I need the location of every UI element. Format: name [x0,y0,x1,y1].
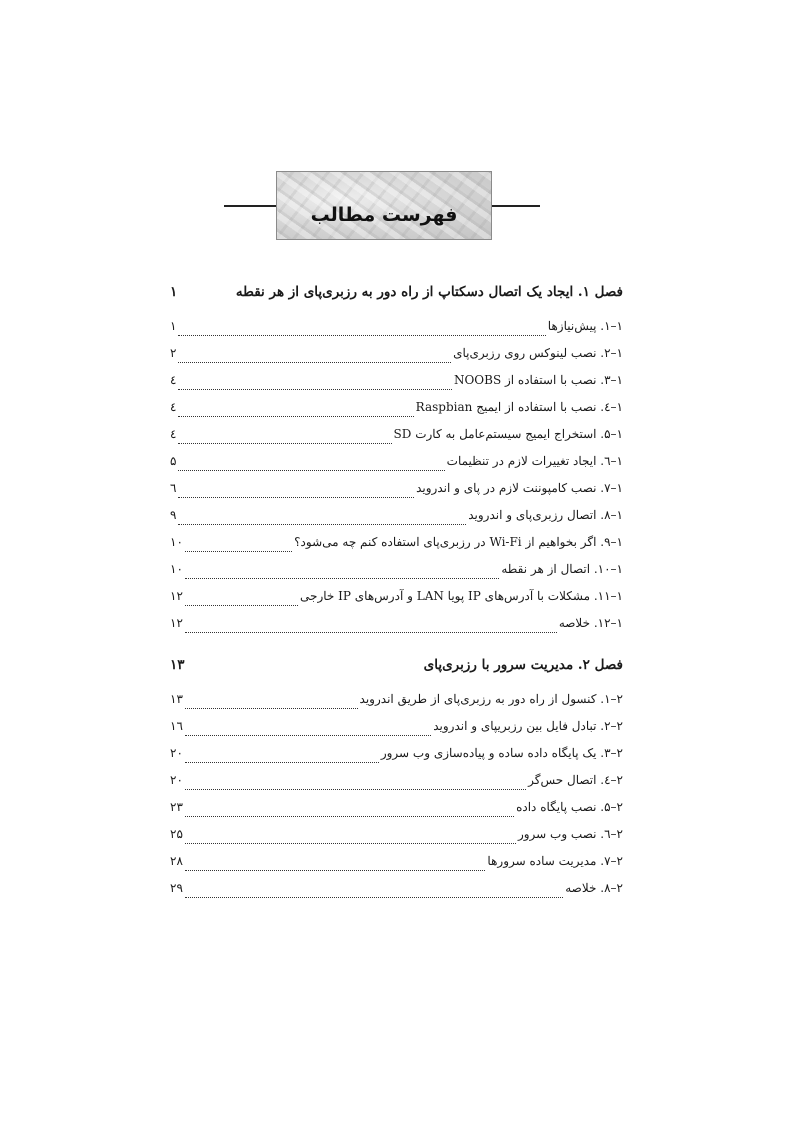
toc-entry[interactable] [170,616,623,643]
toc-entry[interactable] [170,535,623,562]
entry-title: ۱–۵. استخراج ایمیج سیستم‌عامل به کارت SD [393,427,623,441]
chapter-entries [170,319,623,643]
dot-leader [185,762,379,763]
entry-page: ۵ [170,454,177,468]
entry-title: ۲–۷. مدیریت ساده سرورها [487,854,623,868]
dot-leader [185,897,563,898]
dot-leader [185,605,298,606]
entry-title: ۲–٦. نصب وب سرور [517,827,623,841]
dot-leader [185,708,358,709]
entry-title: ۲–۸. خلاصه [565,881,623,895]
entry-page: ٤ [170,373,177,387]
chapter-entries [170,692,623,908]
entry-page: ۲ [170,346,177,360]
entry-title: ۱–۱۱. مشکلات با آدرس‌های IP پویا LAN و آدرس‌های IP خارجی [300,589,623,603]
entry-title: ۱–۸. اتصال رزبری‌پای و اندروید [468,508,623,522]
toc-entry[interactable] [170,854,623,881]
toc-entry[interactable] [170,373,623,400]
entry-title: ۱–۹. اگر بخواهیم از Wi-Fi در رزبری‌پای استفاده کنم چه می‌شود؟ [294,535,623,549]
heading-rule-right [492,205,540,207]
entry-title: ۱–۱. پیش‌نیازها [547,319,623,333]
dot-leader [185,843,516,844]
dot-leader [178,524,466,525]
chapter-heading[interactable] [170,657,623,679]
toc-entry[interactable] [170,454,623,481]
dot-leader [178,497,414,498]
entry-page: ۱ [170,319,177,333]
entry-page: ۲۵ [170,827,183,841]
dot-leader [185,735,431,736]
page-title: فهرست مطالب [310,203,458,226]
entry-page: ۲۰ [170,746,183,760]
dot-leader [185,789,526,790]
entry-title: ۱–۳. نصب با استفاده از NOOBS [453,373,623,387]
toc-entry[interactable] [170,719,623,746]
dot-leader [185,578,499,579]
toc-entry[interactable] [170,481,623,508]
entry-title: ۱–۲. نصب لینوکس روی رزبری‌پای [453,346,623,360]
entry-title: ۱–۱۲. خلاصه [558,616,623,630]
chapter-1-section [170,284,623,643]
chapter-title: فصل ۱. ایجاد یک اتصال دسکتاپ از راه دور به رزبری‌پای از هر نقطه [235,284,623,300]
heading-banner [276,171,492,240]
entry-title: ۱–٦. ایجاد تغییرات لازم در تنظیمات [446,454,623,468]
entry-title: ۱–۱۰. اتصال از هر نقطه [501,562,623,576]
entry-page: ۲۳ [170,800,183,814]
entry-page: ٤ [170,427,177,441]
toc-entry[interactable] [170,400,623,427]
toc-entry[interactable] [170,346,623,373]
entry-title: ۱–۷. نصب کامپوننت لازم در پای و اندروید [416,481,623,495]
dot-leader [178,335,545,336]
chapter-heading[interactable] [170,284,623,306]
entry-page: ۲۸ [170,854,183,868]
toc-entry[interactable] [170,692,623,719]
toc-entry[interactable] [170,827,623,854]
dot-leader [178,443,391,444]
entry-title: ۲–۳. یک پایگاه داده ساده و پیاده‌سازی وب سرور [380,746,623,760]
entry-page: ۲۹ [170,881,183,895]
toc-entry[interactable] [170,773,623,800]
entry-page: ۱۲ [170,616,183,630]
entry-title: ۱–٤. نصب با استفاده از ایمیج Raspbian [415,400,623,414]
entry-page: ۹ [170,508,177,522]
toc-entry[interactable] [170,800,623,827]
chapter-page-number: ۱۳ [170,657,185,673]
dot-leader [185,551,292,552]
dot-leader [178,362,451,363]
chapter-2-section [170,657,623,908]
dot-leader [178,470,444,471]
entry-title: ۲–٤. اتصال حس‌گر [528,773,623,787]
entry-title: ۲–۱. کنسول از راه دور به رزبری‌پای از طریق اندروید [359,692,623,706]
entry-page: ۱۰ [170,535,183,549]
entry-title: ۲–۲. تبادل فایل بین رزبریپای و اندروید [433,719,623,733]
toc-entry[interactable] [170,589,623,616]
entry-page: ۱۳ [170,692,183,706]
heading-rule-left [224,205,278,207]
entry-title: ۲–۵. نصب پایگاه داده [516,800,623,814]
dot-leader [178,416,413,417]
toc-entry[interactable] [170,508,623,535]
entry-page: ٤ [170,400,177,414]
dot-leader [185,632,557,633]
entry-page: ٦ [170,481,177,495]
toc-entry[interactable] [170,746,623,773]
dot-leader [185,816,514,817]
chapter-page-number: ۱ [170,284,178,300]
dot-leader [178,389,452,390]
entry-page: ۱٦ [170,719,183,733]
dot-leader [185,870,486,871]
toc-entry[interactable] [170,562,623,589]
chapter-title: فصل ۲. مدیریت سرور با رزبری‌پای [423,657,623,673]
toc-entry[interactable] [170,319,623,346]
entry-page: ۱۰ [170,562,183,576]
toc-entry[interactable] [170,427,623,454]
entry-page: ۱۲ [170,589,183,603]
toc-entry[interactable] [170,881,623,908]
entry-page: ۲۰ [170,773,183,787]
